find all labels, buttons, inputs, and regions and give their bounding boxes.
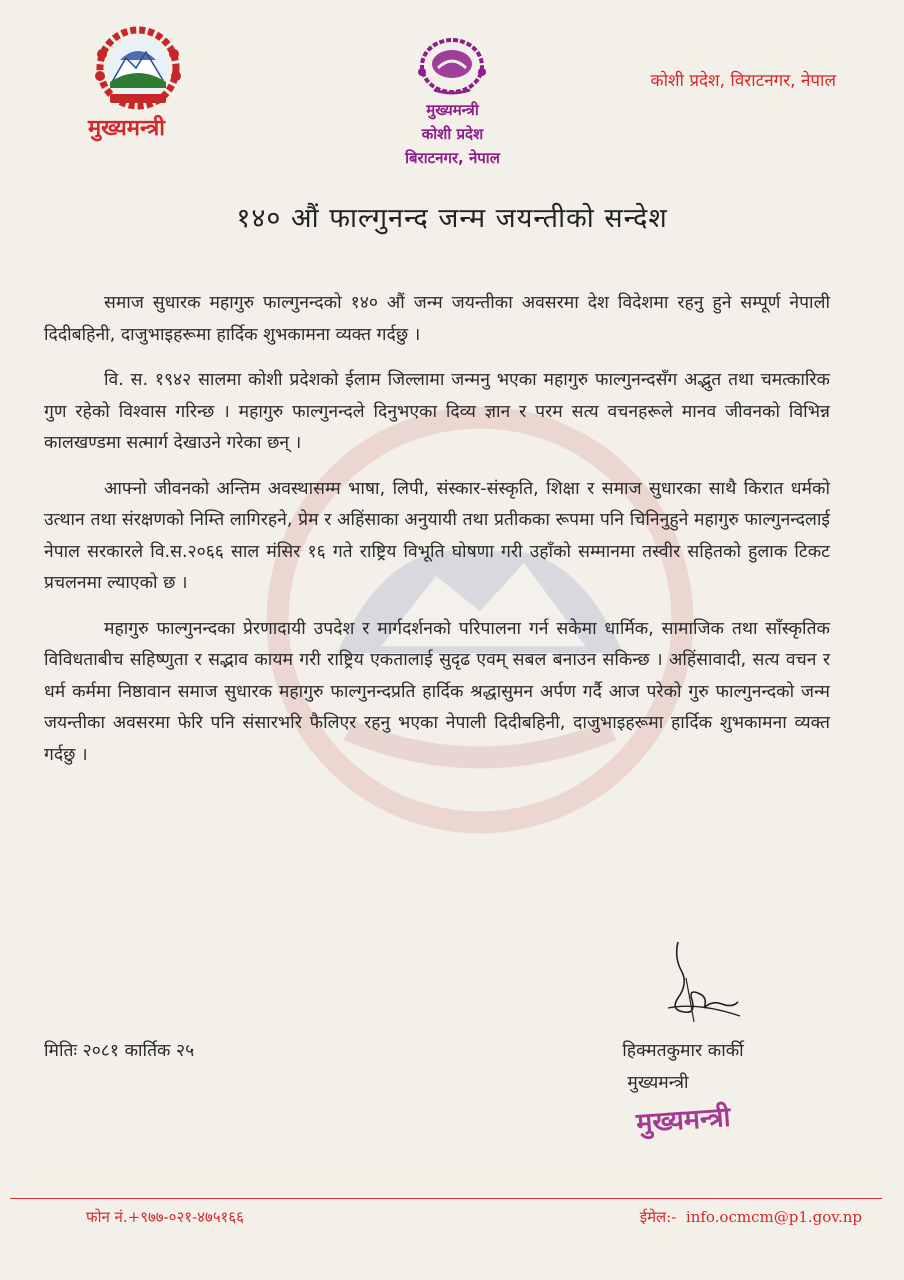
- signer-title: मुख्यमन्त्री: [627, 1073, 689, 1093]
- official-stamp: मुख्यमन्त्री: [635, 1101, 732, 1140]
- message-body: [44, 288, 830, 785]
- letterhead: [0, 0, 904, 190]
- paragraph: समाज सुधारक महागुरु फाल्गुनन्दको १४० औं जन्म जयन्तीका अवसरमा देश विदेशमा रहनु हुने सम्पूर्ण नेपाली दिदीबहिनी, दाजुभाइहरूमा हार्दिक शुभकामना व्यक्त गर्दछु ।: [44, 293, 830, 345]
- office-name-block: [360, 98, 545, 170]
- left-title: मुख्यमन्त्री: [88, 116, 165, 141]
- koshi-province-seal-icon: [410, 34, 494, 98]
- email-label: ईमेल:-: [639, 1208, 677, 1226]
- footer-divider: [10, 1198, 882, 1199]
- signature-mark: [648, 938, 744, 1030]
- office-address: कोशी प्रदेश, विराटनगर, नेपाल: [650, 71, 836, 91]
- paragraph: महागुरु फाल्गुनन्दका प्रेरणादायी उपदेश र मार्गदर्शनको परिपालना गर्न सकेमा धार्मिक, सामाजिक तथा साँस्कृतिक विविधताबीच सहिष्णुता र सद्भाव कायम गरी राष्ट्रिय एकतालाई सुदृढ एवम् सबल बनाउन सकिन्छ । अहिंसावादी, सत्य वचन र धर्म कर्ममा निष्ठावान समाज सुधारक महागुरु फाल्गुनन्दप्रति हार्दिक श्रद्धासुमन अर्पण गर्दै आज परेको गुरु फाल्गुनन्दको जन्म जयन्तीका अवसरमा फेरि पनि संसारभरि फैलिएर रहनु भएका नेपाली दिदीबहिनी, दाजुभाइहरूमा हार्दिक शुभकामना व्यक्त गर्दछु ।: [44, 618, 830, 765]
- office-line-1: मुख्यमन्त्री: [426, 101, 479, 119]
- date-line: मितिः २०८१ कार्तिक २५: [44, 1041, 195, 1061]
- office-line-2: कोशी प्रदेश: [421, 125, 484, 143]
- document-title: १४० औं फाल्गुनन्द जन्म जयन्तीको सन्देश: [236, 203, 668, 234]
- signer-name: हिक्मतकुमार कार्की: [622, 1041, 744, 1061]
- footer-phone: फोन नं.+९७७-०२१-४७५१६६: [86, 1208, 244, 1226]
- paragraph: वि. स. १९४२ सालमा कोशी प्रदेशको ईलाम जिल्लामा जन्मनु भएका महागुरु फाल्गुनन्दसँग अद्भुत तथा चमत्कारिक गुण रहेको विश्वास गरिन्छ । महागुरु फाल्गुनन्दले दिनुभएका दिव्य ज्ञान र परम सत्य वचनहरूले मानव जीवनको विभिन्न कालखण्डमा सत्मार्ग देखाउने गरेका छन् ।: [44, 370, 830, 453]
- nepal-emblem-icon: [88, 24, 188, 112]
- office-line-3: बिराटनगर, नेपाल: [405, 149, 500, 167]
- footer-email-block: [640, 1207, 862, 1227]
- email-address[interactable]: info.ocmcm@p1.gov.np: [685, 1208, 862, 1226]
- paragraph: आफ्नो जीवनको अन्तिम अवस्थासम्म भाषा, लिपी, संस्कार-संस्कृति, शिक्षा र समाज सुधारका साथै किरात धर्मको उत्थान तथा संरक्षणको निम्ति लागिरहने, प्रेम र अहिंसाका अनुयायी तथा प्रतीकका रूपमा पनि चिनिनुहुने महागुरु फाल्गुनन्दलाई नेपाल सरकारले वि.स.२०६६ साल मंसिर १६ गते राष्ट्रिय विभूति घोषणा गरी उहाँको सम्मानमा तस्वीर सहितको हुलाक टिकट प्रचलनमा ल्याएको छ ।: [44, 478, 830, 593]
